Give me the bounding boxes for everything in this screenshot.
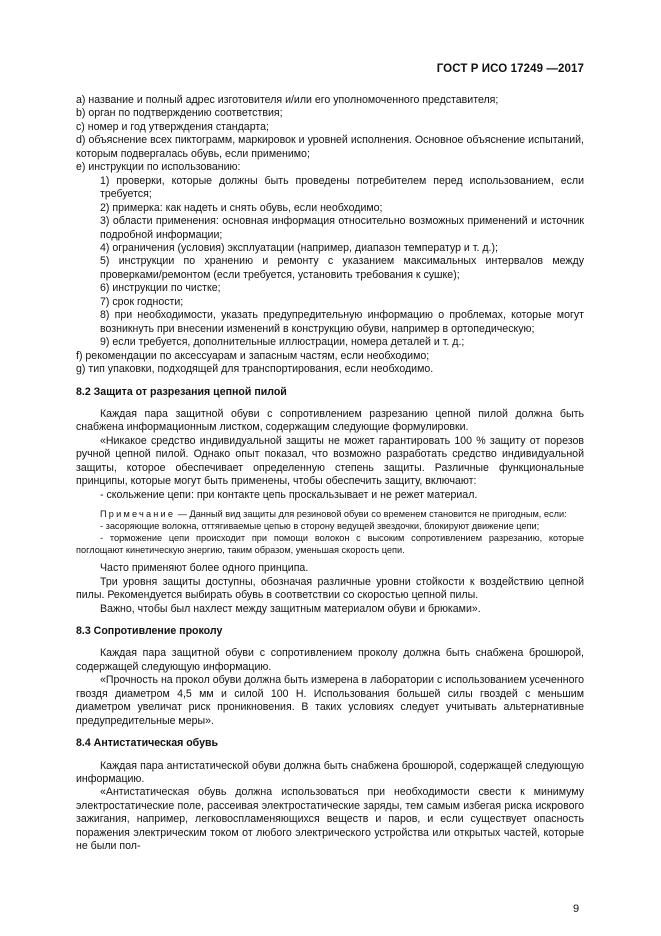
paragraph: Важно, чтобы был нахлест между защитным материалом обуви и брюками». <box>100 602 481 615</box>
list-item: 5) инструкции по хранению и ремонту с указанием максимальных интервалов между проверками/ремонтом (если требуется, установить требования к сушке); <box>100 255 584 281</box>
document-body <box>76 94 584 854</box>
page-number: 9 <box>573 903 580 915</box>
list-item: 1) проверки, которые должны быть проведены потребителем перед использованием, если требуется; <box>100 174 584 201</box>
list-item: 4) ограничения (условия) эксплуатации (например, диапазон температур и т. д.); <box>100 241 498 254</box>
list-item-e: e) инструкции по использованию: <box>76 161 241 174</box>
note-text: — Данный вид защиты для резиновой обуви со временем становится не пригодным, если: <box>175 509 567 520</box>
section-heading-8-4: 8.4 Антистатическая обувь <box>76 737 218 750</box>
note-line <box>76 508 584 520</box>
sublist-e <box>76 175 584 350</box>
list-item-c: c) номер и год утверждения стандарта; <box>76 120 269 133</box>
list-item: 9) если требуется, дополнительные иллюстрации, номера деталей и т. д.; <box>100 336 465 349</box>
paragraph: Каждая пара защитной обуви с сопротивлением разрезанию цепной пилой должна быть снабжена информационным листком, содержащим следующие формулировки. <box>76 407 584 434</box>
list-item: 7) срок годности; <box>100 295 184 308</box>
note-item: - торможение цепи происходит при помощи волокон с высоким сопротивлением разрезанию, которые поглощают кинетическую энергию, таким образом, уменьшая скорость цепи. <box>76 533 584 556</box>
section-heading-8-3: 8.3 Сопротивление проколу <box>76 624 223 637</box>
paragraph: Каждая пара защитной обуви с сопротивлением проколу должна быть снабжена брошюрой, содержащей следующую информацию. <box>76 647 584 673</box>
note-label: Примечание <box>100 509 176 520</box>
paragraph: Каждая пара антистатической обуви должна быть снабжена брошюрой, содержащей следующую информацию. <box>76 759 584 786</box>
paragraph: Часто применяют более одного принципа. <box>100 562 309 575</box>
paragraph: «Прочность на прокол обуви должна быть измерена в лаборатории с использованием усеченного гвоздя диаметром 4,5 мм и силой 100 Н. Использования большей силы гвоздей с меньшим диаметром увеличат риск проникновения. В таких условиях следует учитывать альтернативные предупредительные меры». <box>76 674 584 727</box>
note-block <box>76 508 584 556</box>
paragraph: Три уровня защиты доступны, обозначая различные уровни стойкости к воздействию цепной пилы. Рекомендуется выбирать обувь в соответствии со скоростью цепной пилы. <box>76 575 584 602</box>
list-item-f: f) рекомендации по аксессуарам и запасным частям, если необходимо; <box>76 349 430 362</box>
paragraph: «Никакое средство индивидуальной защиты не может гарантировать 100 % защиту от порезов ручной цепной пилой. Однако опыт показал, что возможно разработать средство индивидуальной защиты, которое обеспечивает определенную степень защиты. Различные функциональные принципы, которые могут быть применены, чтобы обеспечить защиту, включают: <box>76 434 584 488</box>
list-item-d: d) объяснение всех пиктограмм, маркировок и уровней исполнения. Основное объяснение испытаний, которым подвергалась обувь, если применимо; <box>76 134 584 160</box>
list-item-a: a) название и полный адрес изготовителя и/или его уполномоченного представителя; <box>76 94 499 106</box>
list-item: 2) примерка: как надеть и снять обувь, если необходимо; <box>100 201 383 214</box>
list-item: 6) инструкции по чистке; <box>100 282 221 295</box>
document-header: ГОСТ Р ИСО 17249 —2017 <box>436 63 584 75</box>
note-item: - засоряющие волокна, оттягиваемые цепью в сторону ведущей звездочки, блокируют движение цепи; <box>100 521 540 532</box>
list-item: 3) области применения: основная информация относительно возможных применений и источник подробной информации; <box>100 215 584 241</box>
bullet-item: - скольжение цепи: при контакте цепь проскальзывает и не режет материал. <box>100 488 478 501</box>
section-heading-8-2: 8.2 Защита от разрезания цепной пилой <box>76 385 287 398</box>
list-item-b: b) орган по подтверждению соответствия; <box>76 107 283 120</box>
paragraph: «Антистатическая обувь должна использоваться при необходимости свести к минимуму электростатические поле, рассеивая электростатические заряды, тем самым избегая риска искрового зажигания, например, легковоспламеняющихся веществ и паров, и если существует опасность поражения электрическим током от любого электрического устройства или открытых частей, которые не были пол- <box>76 786 584 853</box>
list-item: 8) при необходимости, указать предупредительную информацию о проблемах, которые могут возникнуть при внесении изменений в конструкцию обуви, например в ортопедическую; <box>100 309 584 335</box>
list-item-g: g) тип упаковки, подходящей для транспортирования, если необходимо. <box>76 363 434 376</box>
